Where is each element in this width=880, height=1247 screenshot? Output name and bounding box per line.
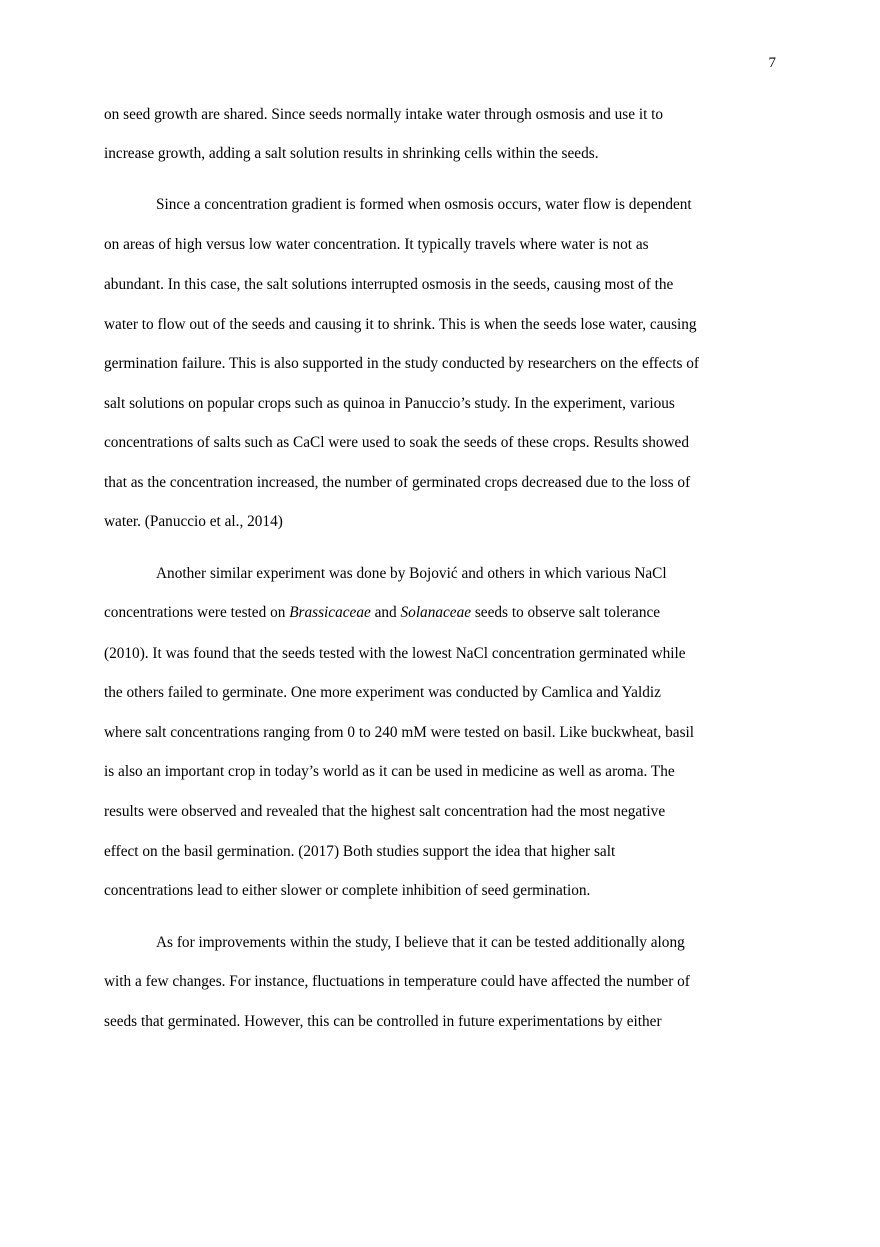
text-line: results were observed and revealed that the highest salt concentration had the most negative [104, 803, 666, 820]
text-line: As for improvements within the study, I believe that it can be tested additionally along [156, 934, 685, 951]
italic-term-brassicaceae: Brassicaceae [289, 604, 371, 621]
text-line: water. (Panuccio et al., 2014) [104, 513, 283, 530]
text-line: is also an important crop in today’s world as it can be used in medicine as well as aroma. The [104, 763, 675, 780]
text-line: on areas of high versus low water concentration. It typically travels where water is not as [104, 236, 649, 253]
text-line: increase growth, adding a salt solution results in shrinking cells within the seeds. [104, 145, 599, 162]
italic-term-solanaceae: Solanaceae [400, 604, 472, 621]
text-line: on seed growth are shared. Since seeds normally intake water through osmosis and use it to [104, 106, 664, 123]
text-line: effect on the basil germination. (2017) Both studies support the idea that higher salt [104, 843, 616, 860]
page-number: 7 [768, 55, 776, 71]
text-line: water to flow out of the seeds and causing it to shrink. This is when the seeds lose water, causing [104, 316, 697, 333]
text-line [104, 603, 660, 623]
text-line: Another similar experiment was done by Bojović and others in which various NaCl [156, 565, 667, 582]
text-line: concentrations of salts such as CaCl were used to soak the seeds of these crops. Results showed [104, 434, 689, 451]
text-line: Since a concentration gradient is formed when osmosis occurs, water flow is dependent [156, 196, 692, 213]
text-segment: concentrations were tested on [104, 604, 290, 621]
text-line: with a few changes. For instance, fluctuations in temperature could have affected the number of [104, 973, 690, 990]
text-segment: and [370, 604, 401, 621]
text-line: that as the concentration increased, the number of germinated crops decreased due to the loss of [104, 474, 691, 491]
text-line: salt solutions on popular crops such as quinoa in Panuccio’s study. In the experiment, various [104, 395, 675, 412]
text-segment: seeds to observe salt tolerance [471, 604, 661, 621]
text-line: where salt concentrations ranging from 0 to 240 mM were tested on basil. Like buckwheat, basil [104, 724, 695, 741]
text-line: seeds that germinated. However, this can be controlled in future experimentations by either [104, 1013, 662, 1030]
text-line: (2010). It was found that the seeds tested with the lowest NaCl concentration germinated while [104, 645, 686, 662]
text-line: abundant. In this case, the salt solutions interrupted osmosis in the seeds, causing most of the [104, 276, 674, 293]
text-line: the others failed to germinate. One more experiment was conducted by Camlica and Yaldiz [104, 684, 661, 701]
text-line: germination failure. This is also supported in the study conducted by researchers on the effects of [104, 355, 699, 372]
text-line: concentrations lead to either slower or complete inhibition of seed germination. [104, 882, 591, 899]
